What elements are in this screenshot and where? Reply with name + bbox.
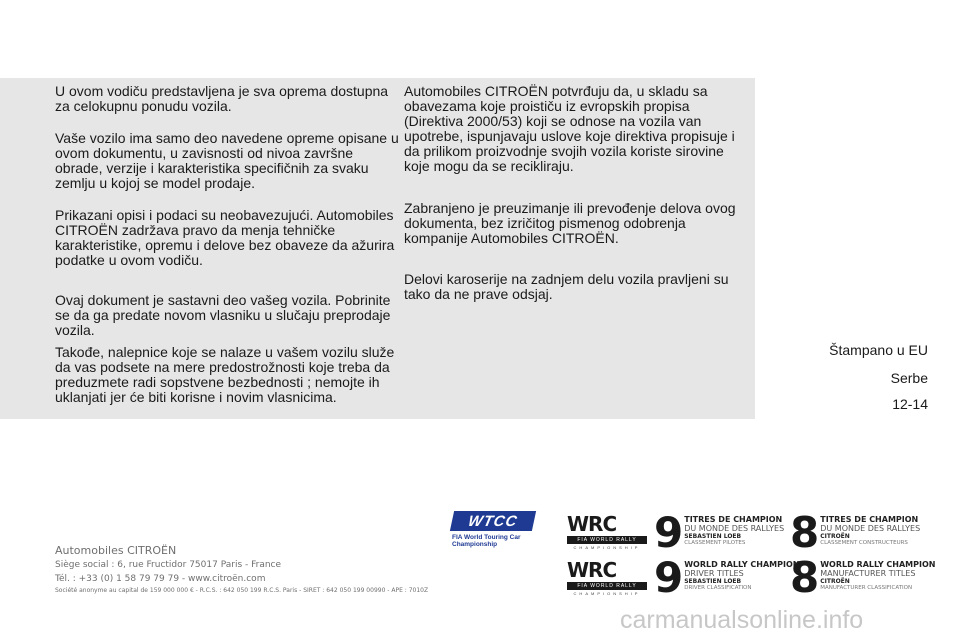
left-text-column [55, 84, 400, 405]
printed-in-eu: Štampano u EU [829, 342, 928, 358]
paragraph-vehicle-equipment: Vaše vozilo ima samo deo navedene opreme opisane u ovom dokumentu, u zavisnosti od nivoa završne obrade, verzije i karakteristika specifičnih za svaku zemlju u kojoj se model prodaje. [55, 130, 399, 191]
right-text-column [404, 84, 749, 302]
footer-head-office: Siège social : 6, rue Fructidor 75017 Paris - France [55, 560, 282, 570]
wtcc-mark: WTCC [450, 511, 536, 531]
title-block-manufacturer-en: 8 WORLD RALLY CHAMPION MANUFACTURER TITLES CITROËN MANUFACTURER CLASSIFICATION [790, 553, 936, 602]
footer-contact: Tél. : +33 (0) 1 58 79 79 79 - www.citroën.com [55, 574, 266, 584]
wrc-mark: WRC [567, 558, 617, 582]
wrc-mark: WRC [567, 512, 617, 536]
paragraph-document-handover: Ovaj dokument je sastavni deo vašeg vozila. Pobrinite se da ga predate novom vlasniku u slučaju preprodaje vozila. [55, 292, 391, 338]
title-count: 9 [654, 553, 682, 602]
title-block-manufacturer-fr: 8 TITRES DE CHAMPION DU MONDE DES RALLYES CITROËN CLASSEMENT CONSTRUCTEURS [790, 508, 921, 557]
wrc-logo-top [567, 514, 647, 550]
wrc-sub: CHAMPIONSHIP [573, 591, 641, 596]
language-label: Serbe [890, 370, 928, 386]
paragraph-recycling: Automobiles CITROËN potvrđuju da, u skladu sa obavezama koje proističu iz evropskih propisa (Direktiva 2000/53) koji se odnose na vozila van upotrebe, ispunjavaju uslove koje direktiva propisuje i da prilikom proizvodnje svojih vozila koriste sirovine koje mogu da se recikliraju. [404, 83, 735, 174]
wrc-logo-bottom [567, 560, 647, 596]
paragraph-reproduction-ban: Zabranjeno je preuzimanje ili prevođenje delova ovog dokumenta, bez izričitog pismenog odobrenja kompanije Automobiles CITROËN. [404, 200, 736, 246]
paragraph-equipment-scope: U ovom vodiču predstavljena je sva oprema dostupna za celokupnu ponudu vozila. [55, 83, 389, 114]
title-count: 8 [790, 508, 818, 557]
title-block-driver-fr: 9 TITRES DE CHAMPION DU MONDE DES RALLYES SEBASTIEN LOEB CLASSEMENT PILOTES [654, 508, 785, 557]
footer-legal: Société anonyme au capital de 159 000 000 € - R.C.S. : 642 050 199 R.C.S. Paris - SIRET : 642 050 199 00990 - APE : 7010Z [55, 587, 429, 594]
wrc-bar: FIA WORLD RALLY [567, 536, 647, 544]
wrc-sub: CHAMPIONSHIP [573, 545, 641, 550]
paragraph-labels-safety: Takođe, nalepnice koje se nalaze u vašem vozilu služe da vas podsete na mere predostrožnosti koje treba da preduzmete radi sopstvene bezbednosti ; nemojte ih uklanjati jer će biti korisne i novim vlasnicima. [55, 344, 395, 405]
watermark-text: carmanualsonline.info [620, 606, 864, 634]
wtcc-logo [452, 511, 542, 548]
footer-company: Automobiles CITROËN [55, 544, 177, 557]
title-count: 8 [790, 553, 818, 602]
wtcc-caption: FIA World Touring Car Championship [452, 534, 521, 548]
title-count: 9 [654, 508, 682, 557]
footer-address [55, 543, 535, 596]
title-block-driver-en: 9 WORLD RALLY CHAMPION DRIVER TITLES SEBASTIEN LOEB DRIVER CLASSIFICATION [654, 553, 800, 602]
paragraph-rear-body-parts: Delovi karoserije na zadnjem delu vozila pravljeni su tako da ne prave odsjaj. [404, 271, 729, 302]
wrc-bar: FIA WORLD RALLY [567, 582, 647, 590]
edition-code: 12-14 [892, 396, 928, 412]
paragraph-non-binding: Prikazani opisi i podaci su neobavezujući. Automobiles CITROËN zadržava pravo da menja tehničke karakteristike, opremu i delove bez obaveze da ažurira podatke u ovom vodiču. [55, 207, 395, 268]
